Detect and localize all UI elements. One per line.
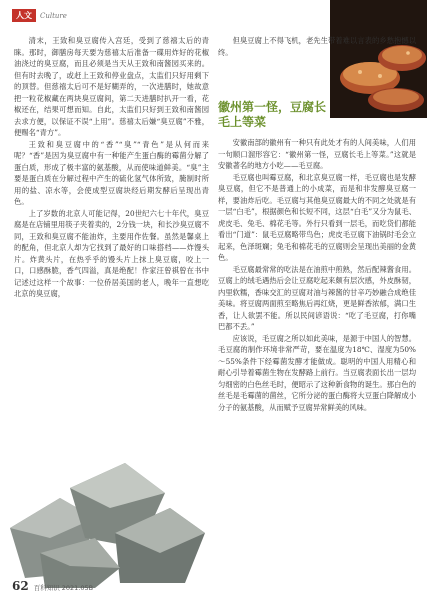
right-column-top [218,35,416,58]
paragraph: 上了岁数的北京人可能记得，20世纪六七十年代，臭豆腐是在店铺里用筷子夹着卖的，2分钱一块，和长沙臭豆腐不同，王致和臭豆腐不能油炸，主要用作佐餐。虽然是馨桌上的配角，但北京人却为它找到了最好的口味搭档——炸馒头片。炸黄头片，在热乎乎的馒头片上抹上臭豆腐，咬上一口，口感酥脆，香气四溢，真是绝配！作家汪曾祺曾在书中记述过这样一个故事：一位侨居美国的老人，晚年一直想吃北京的臭豆腐， [14,208,209,298]
section-header [12,9,67,22]
section-heading: 徽州第一怪，豆腐长毛上等菜 [218,100,327,129]
stinky-tofu-photo [0,438,210,588]
paragraph: 应该说，毛豆腐之所以如此美味，是源于中国人的智慧。毛豆腐的制作环境非常严苛，要在温度为18℃、湿度为50%～55%条件下经霉菌发酵才能做成。聪明的中国人用精心和耐心引导着霉菌生物在发酵路上前行。当豆腐表面长出一层均匀细密的白色丝毛时，便昭示了这种新食物的诞生。那白色的丝毛是毛霉菌的菌丝，它所分泌的蛋白酶将大豆蛋白降解成小分子的氨基酸，从而赋予豆腐异常鲜美的风味。 [218,333,416,412]
page-footer [12,579,93,593]
paragraph: 清末，王致和臭豆腐传入宫廷，受到了慈禧太后的青睐。那时，御膳房每天要为慈禧太后准备一碟用炸好的花椒油浇过的臭豆腐，而且必须是当天从王致和南酱园买来的。但有时去晚了，或赶上王致和停业盘点，太监们只好用剩下的顶替。但慈禧太后可不是好糊弄的，一次进膳时，她故意把一粒花椒藏在两块臭豆腐间，第二天进膳时扒开一看，花椒还在，结果可想而知。自此，太监们只好到王致和南酱园去求方便，以保证不误“上用”。慈禧太后嫌“臭豆腐”不雅，便赐名“青方”。 [14,36,209,137]
section-tag: 人文 [12,9,36,22]
fried-tofu-photo [330,0,427,118]
paragraph: 但臭豆腐上不得飞机，老先生带着难以言表的乡愁抱憾以终。 [218,36,416,57]
paragraph: 毛豆腐最常常的吃法是在油煎中煎熟，然后配辣酱食用。豆腐上的绒毛遇热后会让豆腐吃起来颇有层次感，外皮酥韧，内里软糯，香味交汇的豆腐对油与辣酱的甘辛巧妙融合成绝佳美味。将豆腐两面煎至略焦后再红烧，更是鲜香浓郁，满口生香，让人欲罢不能。所以民间谚语说：“吃了毛豆腐，打你嘴巴都不丢。” [218,264,416,331]
paragraph: 安徽南部的徽州有一种只有此处才有的人间美味，人们用一句顺口溜形容它：“徽州第一怪，豆腐长毛上等菜。”这就是安徽著名的地方小吃——毛豆腐。 [218,138,416,170]
right-column [218,137,416,413]
publication-info: 百科知识 2021.05B [33,584,94,592]
paragraph: 王致和臭豆腐中的“香”“臭”“青色”是从何而来呢？“香”是因为臭豆腐中有一种能产生蛋白酶的霉菌分解了蛋白质，形成了极丰富的氨基酸，从而使味道鲜美。“臭”主要是蛋白质在分解过程中产生的硫化氢气体所致，腌制时所用的盐、凉水等，会使成型豆腐块经后期发酵后呈现出青色。 [14,139,209,206]
section-tag-english: Culture [40,11,67,20]
paragraph: 毛豆腐也叫霉豆腐，和北京臭豆腐一样，毛豆腐也是发酵臭豆腐，但它不是普通上的小成菜，而是和非发酵臭豆腐一样，要油炸后吃。毛豆腐与其他臭豆腐最大的不同之处就是有一层“白毛”，根据颜色和长短不同，这层“白毛”又分为鼠毛、虎皮毛、兔毛、棉花毛等。外行只看到一层毛，而吃货们都能看出“门道”：鼠毛豆腐略带鸟色；虎皮毛豆腐下油锅时毛会立起来，色泽斑斓；兔毛和棉花毛的豆腐则会呈现出美丽的金黄色。 [218,172,416,262]
left-column [14,35,209,300]
page-number: 62 [12,579,29,593]
